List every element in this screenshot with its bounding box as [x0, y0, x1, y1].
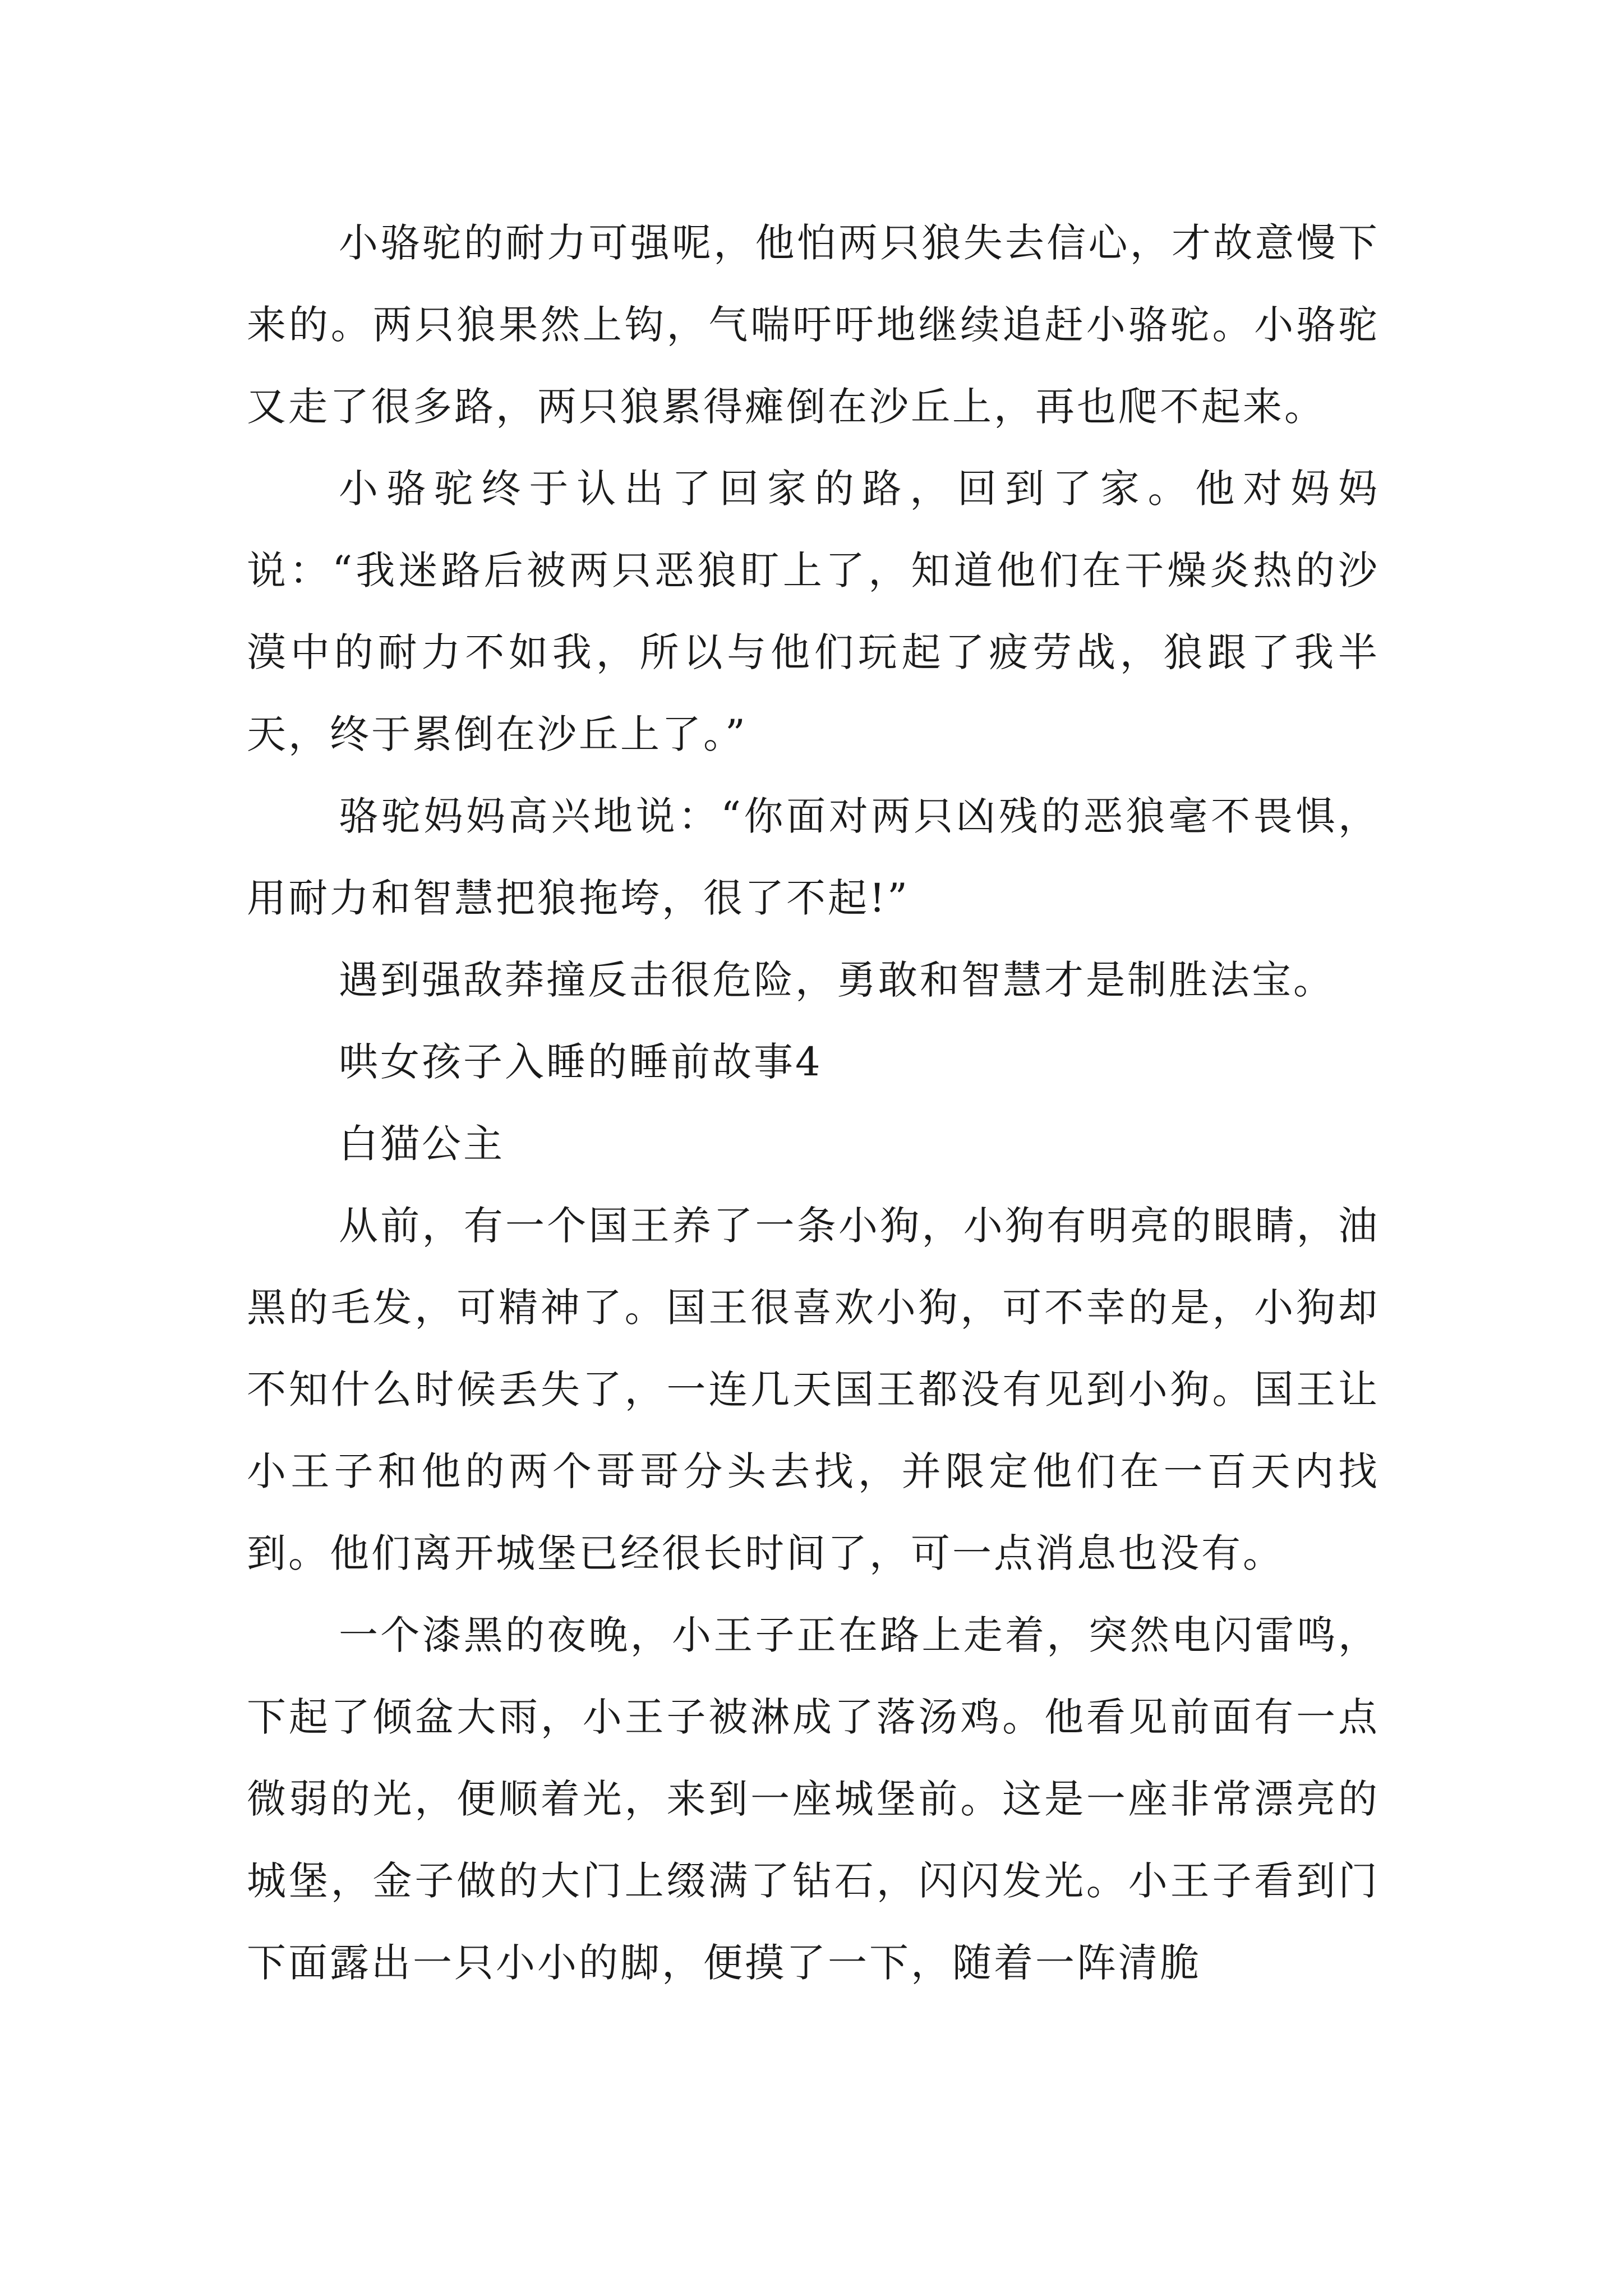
paragraph-2: 小骆驼终于认出了回家的路，回到了家。他对妈妈说：“我迷路后被两只恶狼盯上了，知道他们在干燥炎热的沙漠中的耐力不如我，所以与他们玩起了疲劳战，狼跟了我半天，终于累倒在沙丘上了。” [247, 466, 1380, 757]
story-paragraph-2: 一个漆黑的夜晚，小王子正在路上走着，突然电闪雷鸣，下起了倾盆大雨，小王子被淋成了落汤鸡。他看见前面有一点微弱的光，便顺着光，来到一座城堡前。这是一座非常漂亮的城堡，金子做的大门上缀满了钻石，闪闪发光。小王子看到门下面露出一只小小的脚，便摸了一下，随着一阵清脆 [247, 1612, 1380, 1986]
paragraph-1: 小骆驼的耐力可强呢，他怕两只狼失去信心，才故意慢下来的。两只狼果然上钩，气喘吁吁地继续追赶小骆驼。小骆驼又走了很多路，两只狼累得瘫倒在沙丘上，再也爬不起来。 [247, 220, 1380, 430]
paragraph-4: 遇到强敌莽撞反击很危险，勇敢和智慧才是制胜法宝。 [339, 957, 1335, 1003]
document-body [247, 202, 1380, 2004]
section-title: 哄女孩子入睡的睡前故事4 [339, 1039, 823, 1085]
story-paragraph-1: 从前，有一个国王养了一条小狗，小狗有明亮的眼睛，油黑的毛发，可精神了。国王很喜欢小狗，可不幸的是，小狗却不知什么时候丢失了，一连几天国王都没有见到小狗。国王让小王子和他的两个哥哥分头去找，并限定他们在一百天内找到。他们离开城堡已经很长时间了，可一点消息也没有。 [247, 1203, 1380, 1576]
paragraph-3: 骆驼妈妈高兴地说：“你面对两只凶残的恶狼毫不畏惧，用耐力和智慧把狼拖垮，很了不起!” [247, 793, 1380, 921]
story-title: 白猫公主 [339, 1121, 505, 1167]
